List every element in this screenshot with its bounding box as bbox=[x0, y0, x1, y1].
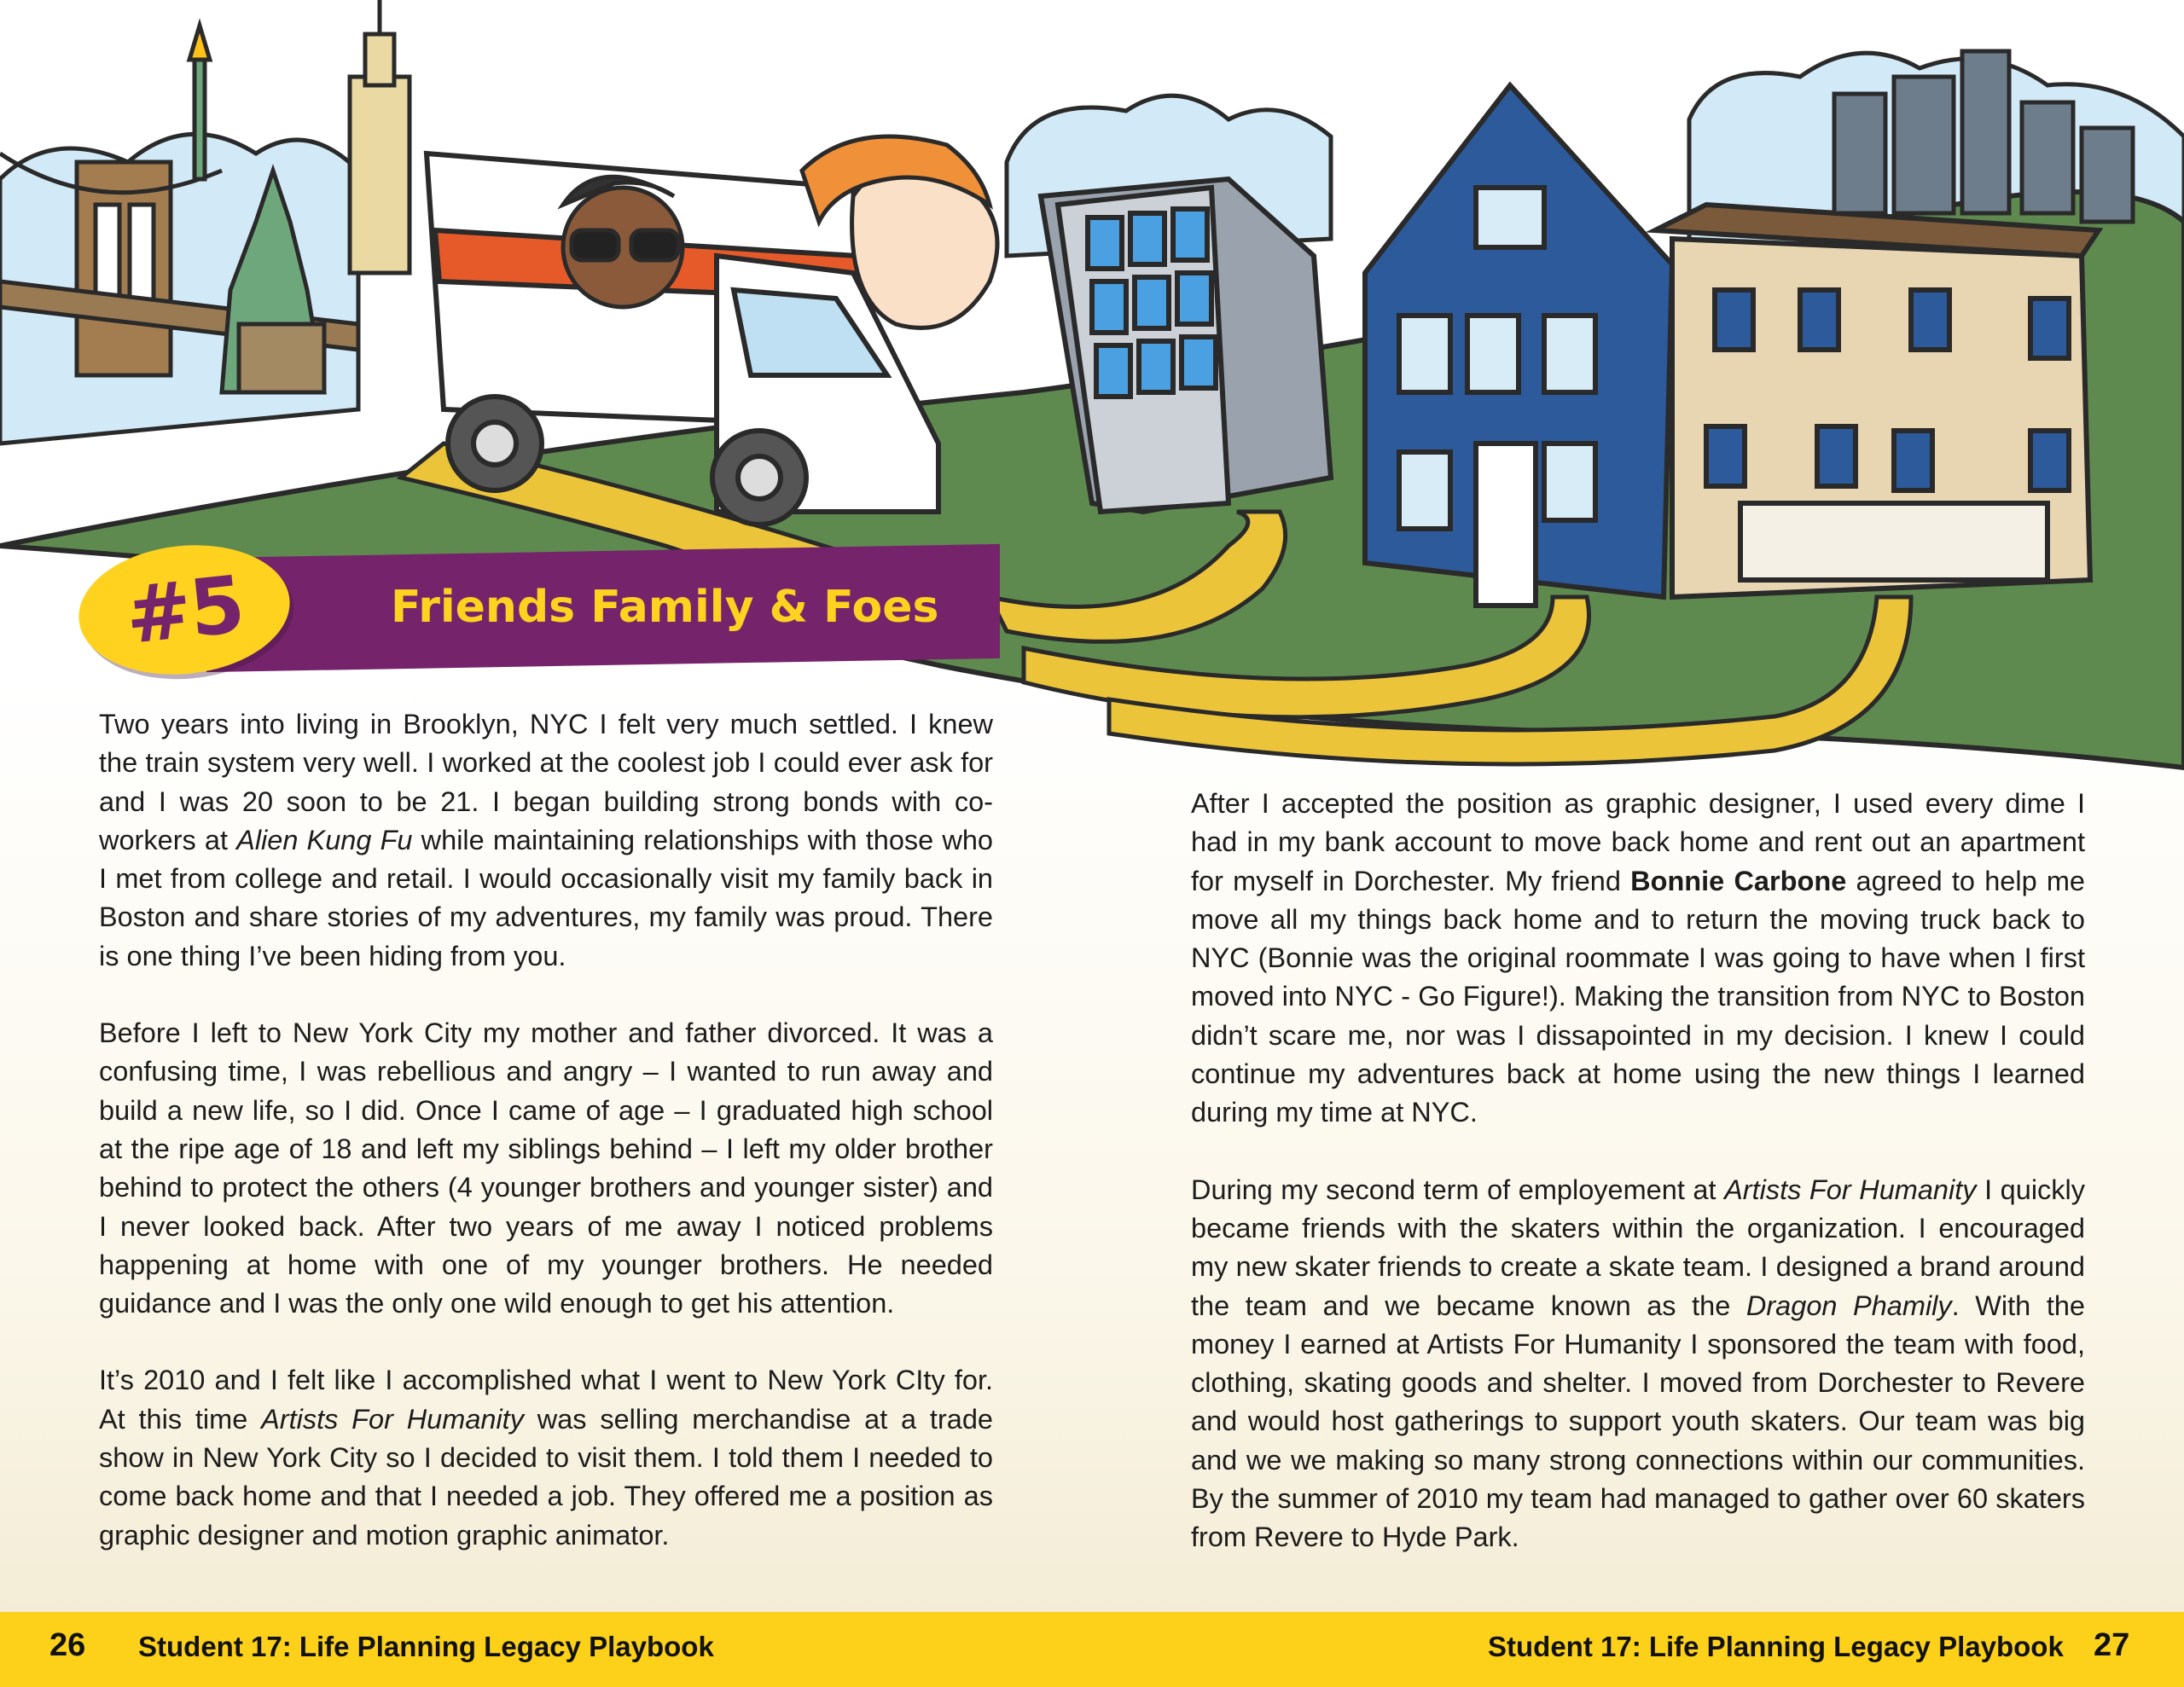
friend-name: Bonnie Carbone bbox=[1630, 865, 1847, 896]
text: After I accepted the position as graphic designer, I used every dime I had in my bank account to move back home and rent out an apartment for myself in Dorchester. My friend bbox=[1191, 788, 2085, 896]
beige-house bbox=[1655, 205, 2099, 597]
left-paragraph-2: Before I left to New York City my mother and father divorced. It was a confusing time, I was rebellious and angry – I wanted to run away and build a new life, so I did. Once I came of age – I graduated high school at the ripe age of 18 and left my siblings behind – I left my older brother behind to protect the others (4 younger brothers and younger sister) and I never looked back. After two years of me away I noticed problems happening at home with one of my younger brothers. He needed guidance and I was the only one wild enough to get his attention. bbox=[99, 1017, 993, 1319]
left-paragraph-3 bbox=[99, 1361, 993, 1554]
right-column bbox=[1191, 785, 2085, 1596]
left-paragraph-1 bbox=[99, 705, 993, 976]
text: I quickly became friends with the skaters within the organization. I encouraged my new skater friends to create a skate team. I designed a brand around the team and we became known as the bbox=[1191, 1174, 2086, 1321]
organization-name: Artists For Humanity bbox=[1724, 1174, 1977, 1205]
organization-name: Artists For Humanity bbox=[261, 1403, 524, 1435]
chapter-title: Friends Family & Foes bbox=[391, 582, 939, 633]
empire-state-building bbox=[350, 0, 410, 273]
text: while maintaining relationships with those who I met from college and retail. I would occasionally visit my family back in Boston and share stories of my adventures, my family was proud. There is one thing I’ve been hiding from you. bbox=[99, 824, 993, 971]
left-column bbox=[99, 705, 993, 1593]
right-book-title: Student 17: Life Planning Legacy Playbook bbox=[1488, 1631, 2064, 1662]
text: . With the money I earned at Artists For Humanity I sponsored the team with food, clothing, skating goods and shelter. I moved from Dorchester to Revere and would host gatherings to support youth skaters. Our team was big and we we making so many strong connections within our communities. By the summer of 2010 my team had managed to gather over 60 skaters from Revere to Hyde Park. bbox=[1191, 1290, 2085, 1553]
left-page-number: 26 bbox=[49, 1627, 86, 1663]
footer-bar bbox=[0, 1612, 2184, 1687]
text: agreed to help me move all my things back home and to return the moving truck back to NYC (Bonnie was the original roommate I was going to have when I first moved into NYC - Go Figure!). Making the transition from NYC to Boston didn’t scare me, nor was I dissapointed in my decision. I knew I could continue my adventures back at home using the new things I learned during my time at NYC. bbox=[1191, 865, 2085, 1128]
blue-house bbox=[1365, 85, 1672, 606]
team-name: Dragon Phamily bbox=[1745, 1290, 1952, 1321]
right-paragraph-1 bbox=[1191, 785, 2085, 1133]
text: During my second term of employement at bbox=[1191, 1174, 1725, 1205]
chapter-banner bbox=[78, 546, 1000, 682]
company-name: Alien Kung Fu bbox=[236, 824, 413, 855]
right-page-number: 27 bbox=[2094, 1627, 2130, 1663]
text: Two years into living in Brooklyn, NYC I felt very much settled. I knew the train system very well. I worked at the coolest job I could ever ask for and I was 20 soon to be 21. I began building strong bonds with co-workers at bbox=[99, 709, 993, 855]
right-paragraph-2 bbox=[1191, 1171, 2085, 1557]
chapter-number: #5 bbox=[121, 558, 247, 662]
office-building bbox=[1041, 179, 1331, 512]
text: It’s 2010 and I felt like I accomplished what I went to New York CIty for. At this time bbox=[99, 1365, 993, 1435]
left-book-title: Student 17: Life Planning Legacy Playbook bbox=[138, 1631, 714, 1662]
text: was selling merchandise at a trade show in New York City so I decided to visit them. I told them I needed to come back home and that I needed a job. They offered me a position as graphic designer and motion graphic animator. bbox=[99, 1403, 993, 1551]
